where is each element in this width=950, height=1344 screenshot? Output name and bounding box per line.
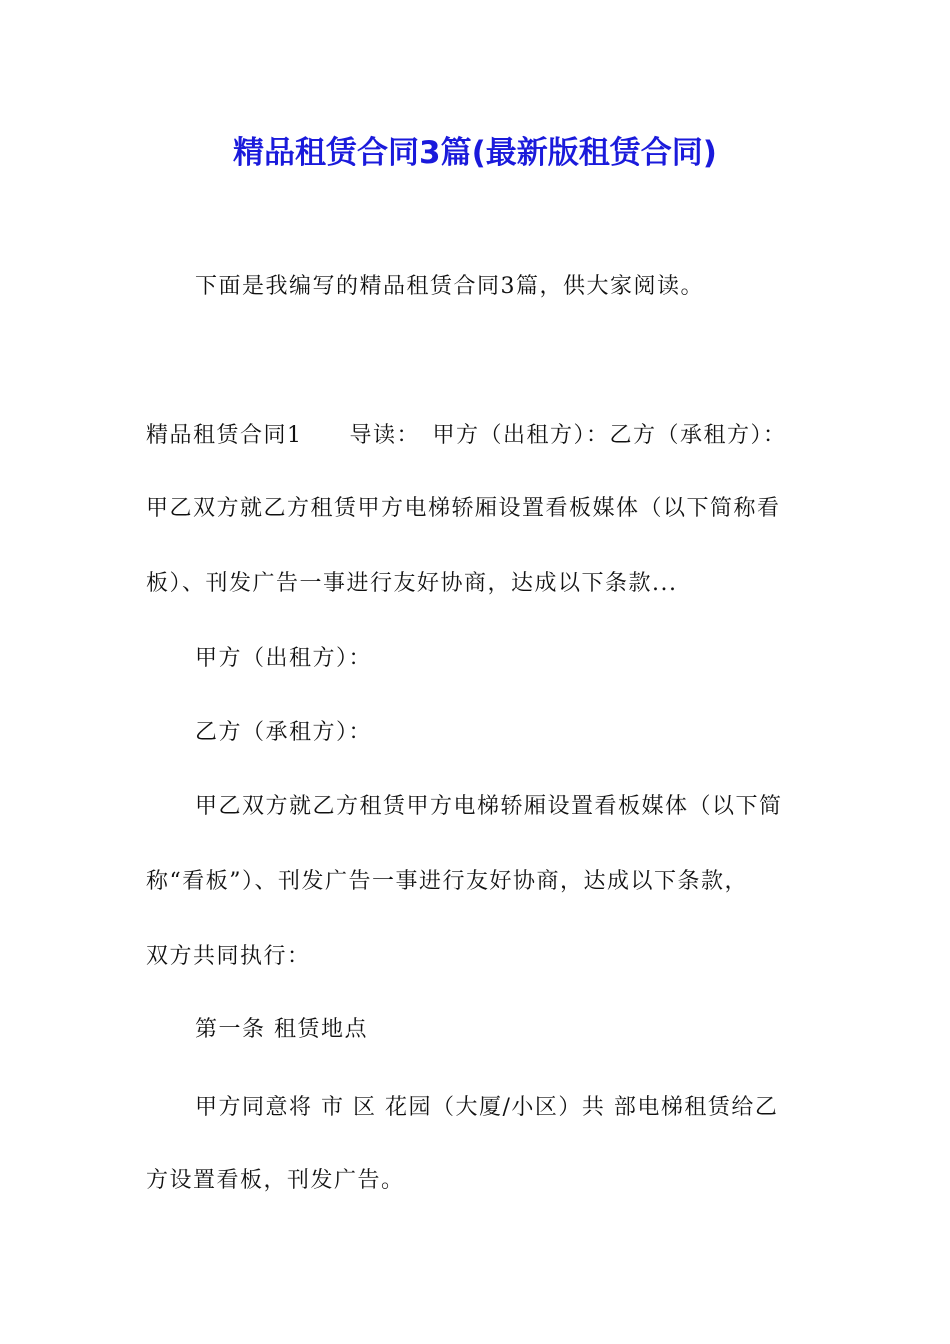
article1-line1: 甲方同意将 市 区 花园（大厦/小区）共 部电梯租赁给乙 — [195, 1095, 779, 1120]
para1-line3: 双方共同执行： — [146, 944, 311, 969]
intro-text: 下面是我编写的精品租赁合同3篇，供大家阅读。 — [195, 274, 704, 299]
section1-summary-line2: 板）、刊发广告一事进行友好协商，达成以下条款... — [146, 571, 678, 596]
party-b-label: 乙方（承租方）： — [195, 720, 373, 745]
article1-title: 第一条 租赁地点 — [195, 1017, 368, 1042]
para1-line1: 甲乙双方就乙方租赁甲方电梯轿厢设置看板媒体（以下简 — [195, 794, 783, 819]
para1-line2: 称“看板”）、刊发广告一事进行友好协商，达成以下条款， — [146, 869, 748, 894]
article1-line2: 方设置看板，刊发广告。 — [146, 1168, 405, 1193]
section1-heading: 精品租赁合同1 导读： 甲方（出租方）：乙方（承租方）： — [146, 423, 787, 448]
section1-summary-line1: 甲乙双方就乙方租赁甲方电梯轿厢设置看板媒体（以下简称看 — [146, 496, 781, 521]
party-a-label: 甲方（出租方）： — [195, 646, 373, 671]
document-title: 精品租赁合同3篇(最新版租赁合同) — [233, 135, 717, 171]
